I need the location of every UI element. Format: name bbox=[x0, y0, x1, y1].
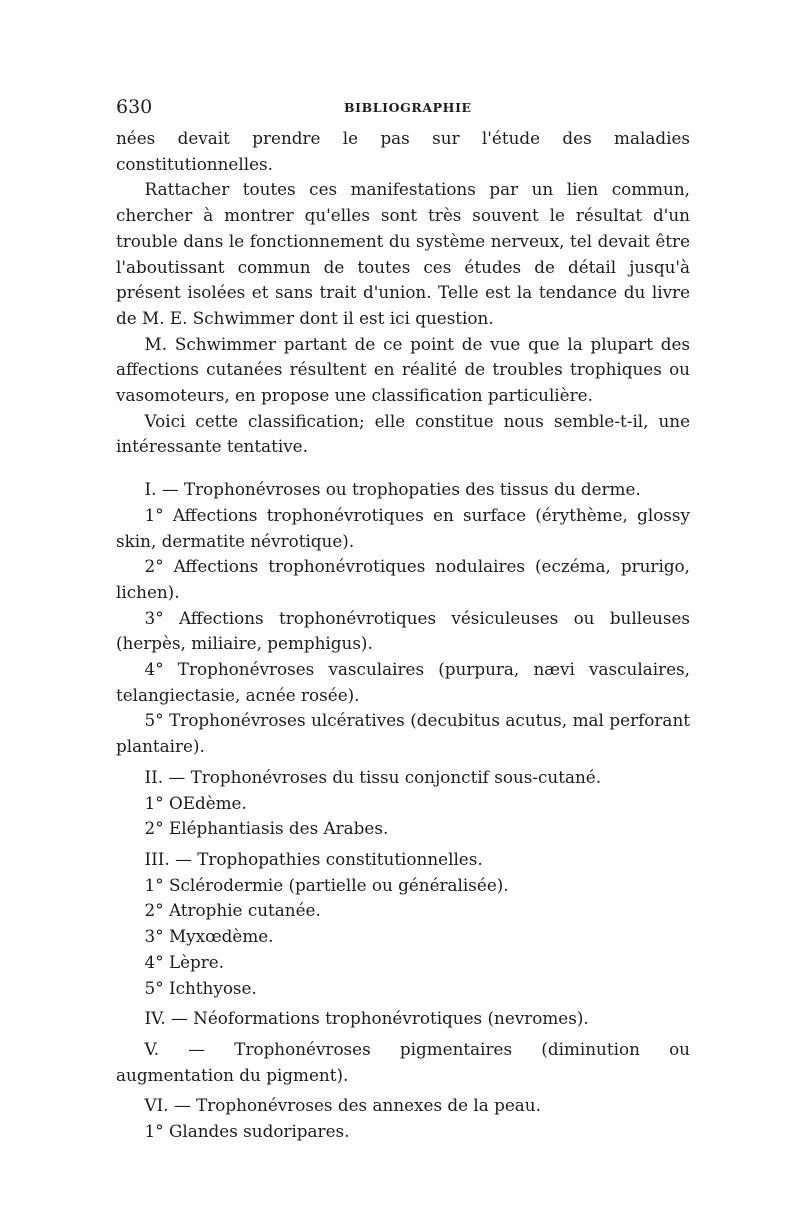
classification-item: 2° Affections trophonévrotiques nodulaires (eczéma, prurigo, lichen). bbox=[116, 556, 690, 602]
running-head: BIBLIOGRAPHIE bbox=[344, 100, 472, 115]
classification-heading: V. — Trophonévroses pigmentaires (diminution ou augmentation du pigment). bbox=[116, 1038, 690, 1085]
page bbox=[116, 96, 690, 1145]
classification-group-2 bbox=[116, 765, 690, 842]
classification-group-3 bbox=[116, 847, 690, 1001]
classification-group-4 bbox=[116, 1006, 690, 1032]
classification-item: 1° OEdème. bbox=[144, 792, 247, 813]
classification-item: 1° Affections trophonévrotiques en surface (érythème, glossy skin, dermatite névrotique). bbox=[116, 504, 690, 551]
classification-group-5 bbox=[116, 1037, 690, 1088]
page-body bbox=[116, 126, 690, 1145]
classification-heading: II. — Trophonévroses du tissu conjonctif sous-cutané. bbox=[144, 766, 602, 787]
classification-item: 2° Eléphantiasis des Arabes. bbox=[144, 818, 389, 839]
classification-item: 5° Ichthyose. bbox=[144, 977, 257, 998]
classification-group-1 bbox=[116, 477, 690, 760]
classification-heading: IV. — Néoformations trophonévrotiques (nevromes). bbox=[144, 1008, 589, 1029]
classification-item: 3° Affections trophonévrotiques vésiculeuses ou bulleuses (herpès, miliaire, pemphigus). bbox=[116, 607, 690, 654]
classification-group-6 bbox=[116, 1093, 690, 1144]
paragraph: Voici cette classification; elle constitue nous semble-t-il, une intéressante tentative. bbox=[116, 410, 690, 457]
classification-item: 4° Lèpre. bbox=[144, 951, 225, 972]
classification-item: 1° Glandes sudoripares. bbox=[144, 1121, 350, 1142]
classification-item: 4° Trophonévroses vasculaires (purpura, nævi vasculaires, telangiectasie, acnée rosée). bbox=[116, 659, 690, 705]
classification-item: 1° Sclérodermie (partielle ou généralisée). bbox=[144, 874, 509, 895]
paragraph-continuation: nées devait prendre le pas sur l'étude des maladies constitutionnelles. bbox=[116, 128, 690, 174]
classification-heading: III. — Trophopathies constitutionnelles. bbox=[144, 848, 483, 869]
page-number: 630 bbox=[116, 96, 153, 118]
classification-heading: VI. — Trophonévroses des annexes de la peau. bbox=[144, 1095, 541, 1116]
classification-item: 2° Atrophie cutanée. bbox=[144, 900, 321, 921]
paragraph: M. Schwimmer partant de ce point de vue que la plupart des affections cutanées résultent en réalité de troubles trophiques ou vasomoteurs, en propose une classification particulière. bbox=[116, 333, 690, 406]
paragraph: Rattacher toutes ces manifestations par un lien commun, chercher à montrer qu'elles sont très souvent le résultat d'un trouble dans le fonctionnement du système nerveux, tel devait être l'aboutissant commun de toutes ces études de détail jusqu'à présent isolées et sans trait d'union. Telle est la tendance du livre de M. E. Schwimmer dont il est ici question. bbox=[116, 179, 690, 328]
classification-item: 3° Myxœdème. bbox=[144, 926, 274, 947]
page-header bbox=[116, 96, 690, 126]
classification-item: 5° Trophonévroses ulcératives (decubitus acutus, mal perforant plantaire). bbox=[116, 710, 690, 757]
classification-heading: I. — Trophonévroses ou trophopaties des tissus du derme. bbox=[144, 479, 641, 500]
